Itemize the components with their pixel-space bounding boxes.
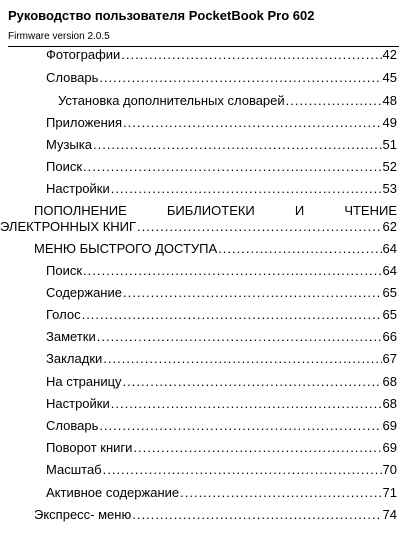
toc-leader-dots (99, 70, 381, 86)
toc-section-word: И (294, 203, 305, 218)
toc-entry-label: Содержание (46, 285, 122, 300)
toc-entry-label: МЕНЮ БЫСТРОГО ДОСТУПА (34, 241, 218, 256)
toc-entry-page: 66 (382, 329, 397, 344)
toc-entry-install-dictionaries[interactable] (58, 93, 397, 109)
toc-entry-dictionary[interactable] (46, 418, 397, 434)
toc-entry-go-to-page[interactable] (46, 374, 397, 390)
toc-entry-label: На страницу (46, 374, 122, 389)
toc-leader-dots (93, 137, 382, 153)
toc-entry-label: Поворот книги (46, 440, 133, 455)
toc-entry-label: Закладки (46, 351, 103, 366)
toc-entry-label: Голос (46, 307, 81, 322)
toc-leader-dots (83, 159, 382, 175)
toc-leader-dots (137, 219, 381, 235)
toc-entry-page: 51 (382, 137, 397, 152)
toc-entry-dictionary[interactable] (46, 70, 397, 86)
firmware-version: Firmware version 2.0.5 (8, 31, 110, 42)
toc-entry-voice[interactable] (46, 307, 397, 323)
toc-leader-dots (218, 241, 381, 257)
toc-entry-label: Словарь (46, 418, 99, 433)
toc-entry-label: Фотографии (46, 47, 121, 62)
toc-entry-label: Экспресс- меню (34, 507, 132, 522)
toc-section-word: БИБЛИОТЕКИ (166, 203, 255, 218)
toc-section-library-reading[interactable] (0, 203, 397, 219)
toc-entry-label: ЭЛЕКТРОННЫХ КНИГ (0, 219, 137, 234)
toc-leader-dots (97, 329, 382, 345)
toc-entry-music[interactable] (46, 137, 397, 153)
toc-entry-zoom[interactable] (46, 462, 397, 478)
toc-entry-page: 69 (382, 440, 397, 455)
toc-entry-page: 65 (382, 285, 397, 300)
toc-entry-page: 70 (382, 462, 397, 477)
toc-entry-page: 64 (382, 241, 397, 256)
toc-entry-label: Настройки (46, 396, 110, 411)
toc-leader-dots (111, 181, 382, 197)
toc-entry-label: Установка дополнительных словарей (58, 93, 285, 108)
toc-entry-label: Заметки (46, 329, 96, 344)
toc-entry-page: 68 (382, 396, 397, 411)
toc-entry-notes[interactable] (46, 329, 397, 345)
toc-section-heading-line2[interactable] (0, 219, 397, 235)
toc-entry-search[interactable] (46, 159, 397, 175)
toc-entry-page: 64 (382, 263, 397, 278)
toc-section-heading-line1 (0, 203, 397, 219)
toc-entry-page: 53 (382, 181, 397, 196)
toc-entry-label: Поиск (46, 263, 83, 278)
toc-entry-label: Поиск (46, 159, 83, 174)
toc-entry-settings[interactable] (46, 396, 397, 412)
toc-leader-dots (111, 396, 382, 412)
toc-entry-bookmarks[interactable] (46, 351, 397, 367)
toc-leader-dots (99, 418, 381, 434)
toc-entry-settings[interactable] (46, 181, 397, 197)
toc-entry-applications[interactable] (46, 115, 397, 131)
toc-entry-page: 69 (382, 418, 397, 433)
toc-leader-dots (103, 462, 382, 478)
toc-entry-page: 67 (382, 351, 397, 366)
toc-entry-page: 49 (382, 115, 397, 130)
toc-entry-photos[interactable] (46, 47, 397, 63)
toc-entry-search[interactable] (46, 263, 397, 279)
toc-leader-dots (82, 307, 382, 323)
toc-leader-dots (286, 93, 382, 109)
toc-leader-dots (121, 47, 381, 63)
toc-entry-label: Активное содержание (46, 485, 180, 500)
toc-entry-contents[interactable] (46, 285, 397, 301)
toc-entry-label: Музыка (46, 137, 92, 152)
document-title: Руководство пользователя PocketBook Pro 602 (8, 8, 315, 23)
toc-entry-active-contents[interactable] (46, 485, 397, 501)
toc-entry-page: 74 (382, 507, 397, 522)
toc-entry-page: 45 (382, 70, 397, 85)
toc-leader-dots (123, 115, 381, 131)
toc-entry-page: 68 (382, 374, 397, 389)
toc-entry-page: 65 (382, 307, 397, 322)
toc-section-word: ЧТЕНИЕ (344, 203, 397, 218)
toc-entry-label: Приложения (46, 115, 123, 130)
toc-entry-rotate-book[interactable] (46, 440, 397, 456)
toc-entry-label: Словарь (46, 70, 99, 85)
toc-entry-label: Настройки (46, 181, 110, 196)
toc-entry-page: 42 (382, 47, 397, 62)
toc-leader-dots (180, 485, 381, 501)
toc-section-word: ПОПОЛНЕНИЕ (34, 203, 127, 218)
toc-entry-page: 62 (382, 219, 397, 234)
toc-entry-page: 48 (382, 93, 397, 108)
toc-leader-dots (133, 440, 381, 456)
toc-entry-label: Масштаб (46, 462, 102, 477)
toc-leader-dots (123, 285, 382, 301)
toc-leader-dots (103, 351, 381, 367)
toc-leader-dots (83, 263, 382, 279)
toc-entry-express-menu[interactable] (34, 507, 397, 523)
toc-entry-quick-access-menu[interactable] (34, 241, 397, 257)
toc-entry-page: 71 (382, 485, 397, 500)
toc-leader-dots (132, 507, 381, 523)
toc-leader-dots (123, 374, 382, 390)
toc-entry-page: 52 (382, 159, 397, 174)
